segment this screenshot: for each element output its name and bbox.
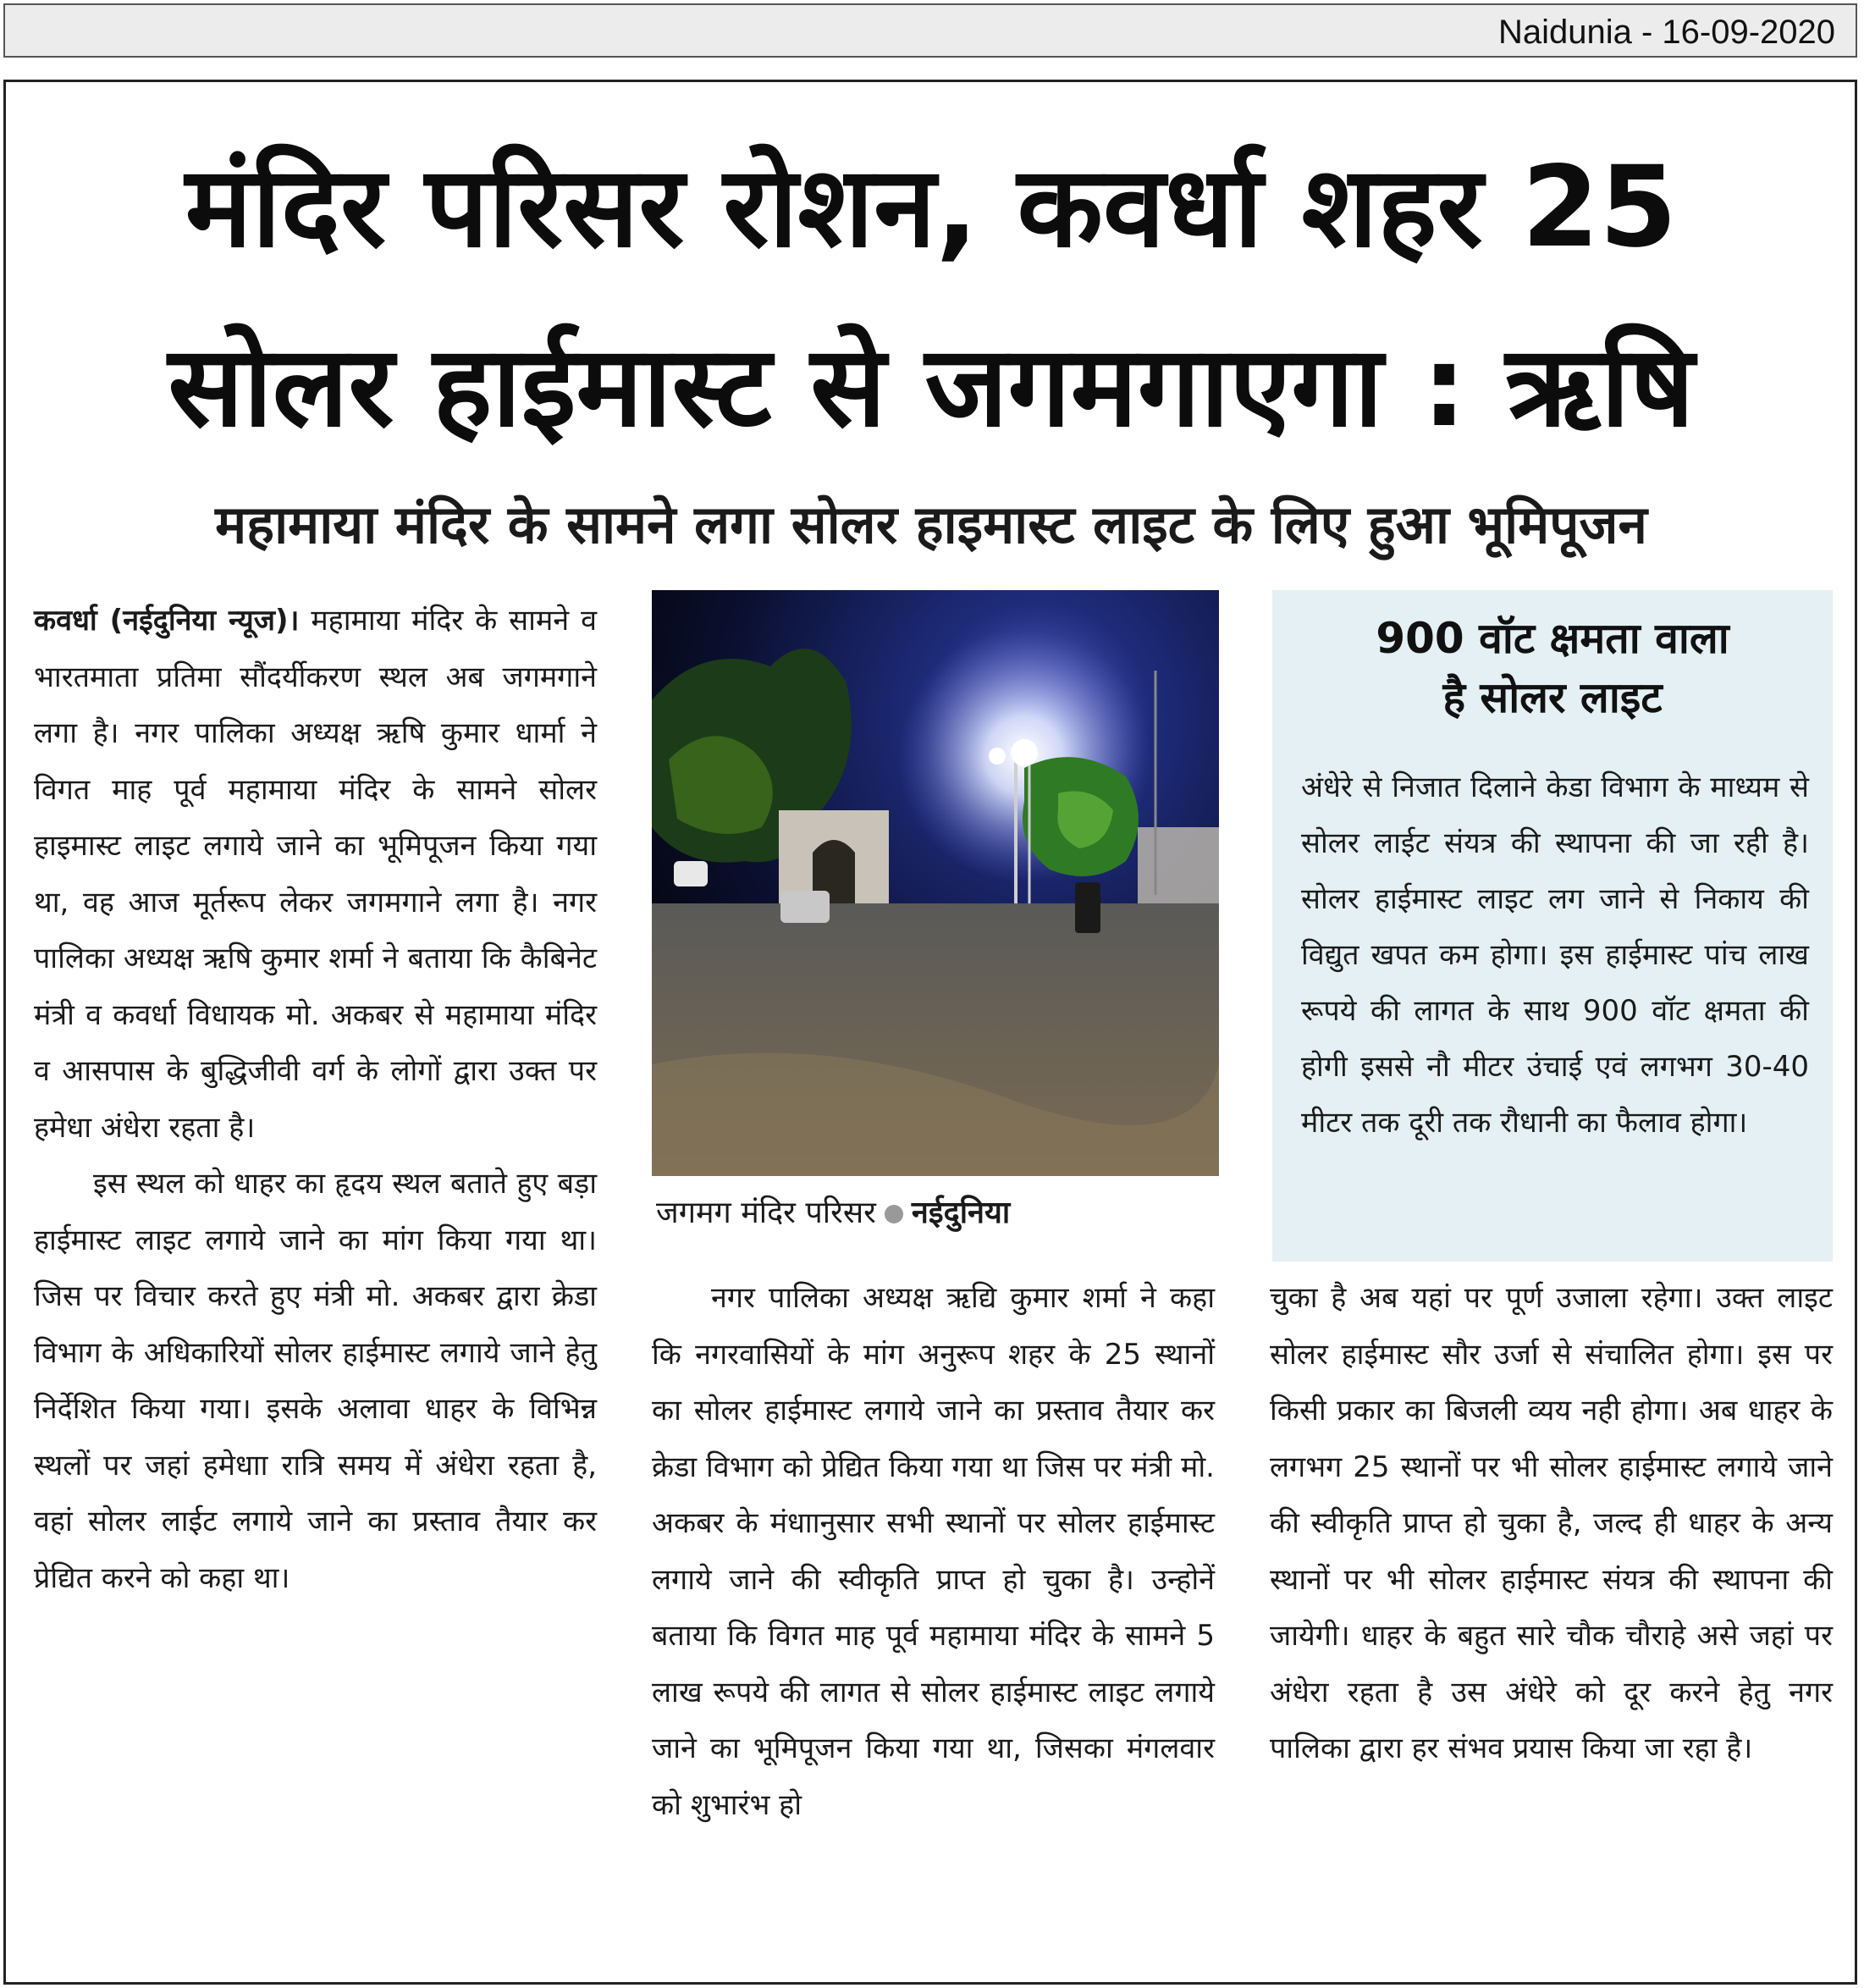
photo-credit: नईदुनिया: [911, 1196, 1011, 1230]
night-street-image: [652, 590, 1219, 1176]
dateline: कवर्धा (नईदुनिया न्यूज)।: [34, 604, 300, 638]
info-box-title-line-2: है सोलर लाइट: [1442, 673, 1663, 722]
article-paragraph: नगर पालिका अध्यक्ष ऋद्यि कुमार शर्मा ने कहा कि नगरवासियों के मांग अनुरूप शहर के 25 स्थानों का सोलर हाईमास्ट लगाये जाने का प्रस्ताव तैयार कर क्रेडा विभाग को प्रेद्यित किया गया था जिस पर मंत्री मो. अकबर के मंधाानुसार सभी स्थानों पर सोलर हाईमास्ट लगाये जाने की स्वीकृति प्राप्त हो चुका है। उन्होनें बताया कि विगत माह पूर्व महामाया मंदिर के सामने 5 लाख रूपये की लागत से सोलर हाईमास्ट लाइट लगाये जाने का भूमिपूजन किया गया था, जिसका मंगलवार को शुभारंभ हो: [652, 1281, 1215, 1822]
source-label: Naidunia - 16-09-2020: [1497, 14, 1835, 51]
bullet-dot-icon: [885, 1205, 903, 1223]
article-column-2: [652, 1270, 1215, 1833]
article-paragraph: [34, 593, 597, 1156]
photo-caption: [656, 1192, 1010, 1234]
info-box: [1272, 590, 1833, 1262]
article-column-1: [34, 593, 597, 1606]
caption-text: जगमग मंदिर परिसर: [656, 1196, 876, 1230]
subheadline: महामाया मंदिर के सामने लगा सोलर हाइमास्ट लाइट के लिए हुआ भूमिपूजन: [215, 494, 1647, 555]
paragraph-text: महामाया मंदिर के सामने व भारतमाता प्रतिमा सौंदर्यीकरण स्थल अब जगमगाने लगा है। नगर पालिका अध्यक्ष ऋषि कुमार धार्मा ने विगत माह पूर्व महामाया मंदिर के सामने सोलर हाइमास्ट लाइट लगाये जाने का भूमिपूजन किया गया था, वह आज मूर्तरूप लेकर जगमगाने लगा है। नगर पालिका अध्यक्ष ऋषि कुमार शर्मा ने बताया कि कैबिनेट मंत्री व कवर्धा विधायक मो. अकबर से महामाया मंदिर व आसपास के बुद्धिजीवी वर्ग के लोगों द्वारा उक्त पर हमेधा अंधेरा रहता है।: [34, 604, 597, 1145]
info-box-title-line-1: 900 वॉट क्षमता वाला: [1376, 614, 1729, 663]
news-photo: [652, 590, 1219, 1176]
article-column-3: [1270, 1270, 1833, 1777]
info-box-body: अंधेरे से निजात दिलाने केडा विभाग के माध्यम से सोलर लाईट संयत्र की स्थापना की जा रही है। सोलर हाईमास्ट लाइट लग जाने से निकाय की विद्युत खपत कम होगा। इस हाईमास्ट पांच लाख रूपये की लागत के साथ 900 वॉट क्षमता की होगी इससे नौ मीटर उंचाई एवं लगभग 30-40 मीटर तक दूरी तक रौधानी का फैलाव होगा।: [1301, 770, 1809, 1140]
info-box-title: [1272, 609, 1833, 727]
article-paragraph: चुका है अब यहां पर पूर्ण उजाला रहेगा। उक्त लाइट सोलर हाईमास्ट सौर उर्जा से संचालित होगा। इस पर किसी प्रकार का बिजली व्यय नही होगा। अब धाहर के लगभग 25 स्थानों पर भी सोलर हाईमास्ट लगाये जाने की स्वीकृति प्राप्त हो चुका है, जल्द ही धाहर के अन्य स्थानों पर भी सोलर हाईमास्ट संयत्र की स्थापना की जायेगी। धाहर के बहुत सारे चौक चौराहे असे जहां पर अंधेरा रहता है उस अंधेरे को दूर करने हेतु नगर पालिका द्वारा हर संभव प्रयास किया जा रहा है।: [1270, 1281, 1833, 1765]
article-paragraph: इस स्थल को धाहर का हृदय स्थल बताते हुए बड़ा हाईमास्ट लाइट लगाये जाने का मांग किया गया था। जिस पर विचार करते हुए मंत्री मो. अकबर द्वारा क्रेडा विभाग के अधिकारियों सोलर हाईमास्ट लगाये जाने हेतु निर्देशित किया गया। इसके अलावा धाहर के विभिन्न स्थलों पर जहां हमेधाा रात्रि समय में अंधेरा रहता है, वहां सोलर लाईट लगाये जाने का प्रस्ताव तैयार कर प्रेद्यित करने को कहा था।: [34, 1167, 597, 1595]
headline-line-1: मंदिर परिसर रोशन, कवर्धा शहर 25: [185, 142, 1678, 273]
source-bar: [3, 3, 1857, 58]
headline-line-2: सोलर हाईमास्ट से जगमगाएगा : ऋषि: [168, 322, 1695, 452]
